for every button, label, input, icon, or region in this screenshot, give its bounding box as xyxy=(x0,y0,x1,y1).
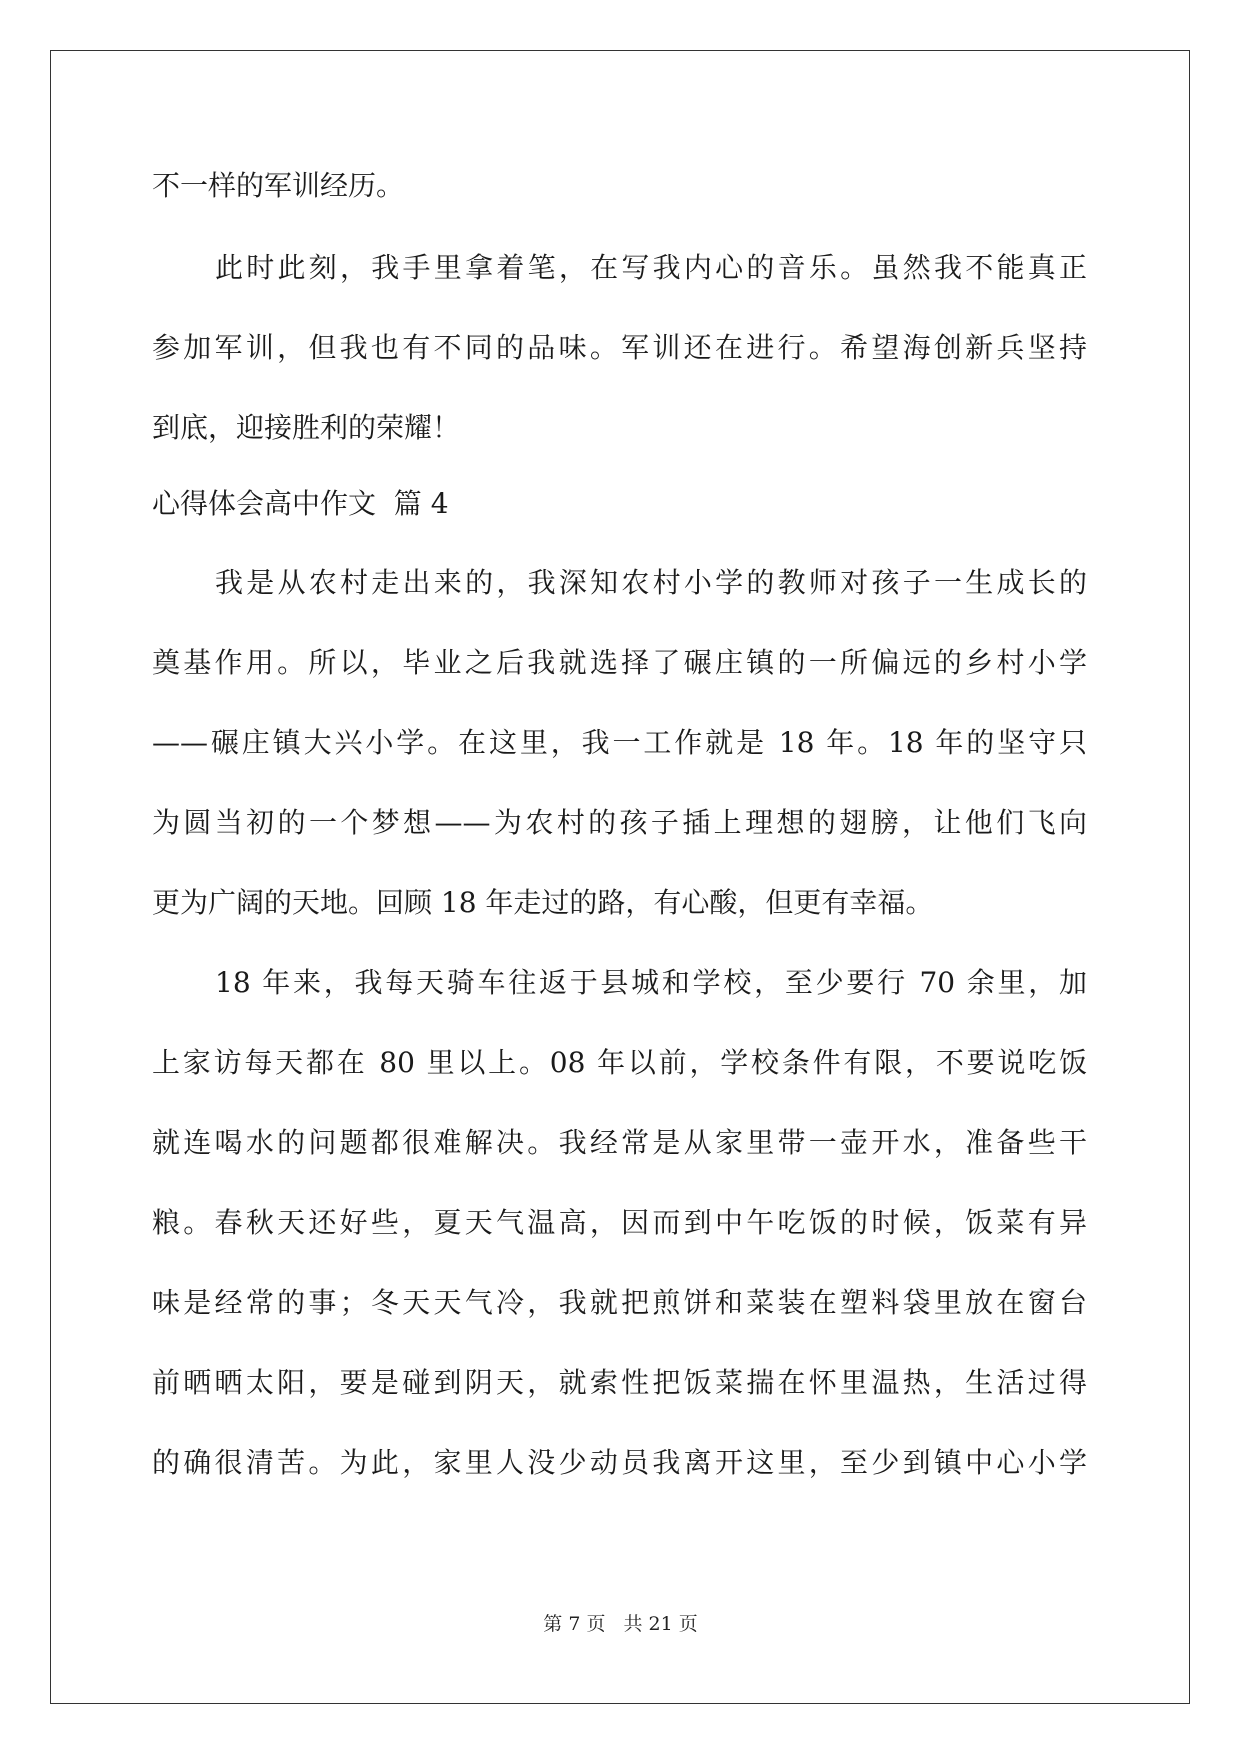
text-line: 更为广阔的天地。回顾 18 年走过的路，有心酸，但更有幸福。 xyxy=(152,886,934,919)
text-line: 上家访每天都在 80 里以上。08 年以前，学校条件有限，不要说吃饭 xyxy=(152,1046,1087,1079)
text-line: ——碾庄镇大兴小学。在这里，我一工作就是 18 年。18 年的坚守只 xyxy=(152,726,1087,759)
page-footer xyxy=(0,1612,1241,1636)
text-line: 前晒晒太阳，要是碰到阴天，就索性把饭菜揣在怀里温热，生活过得 xyxy=(152,1366,1087,1399)
text-line: 到底，迎接胜利的荣耀！ xyxy=(152,411,461,444)
text-line: 参加军训，但我也有不同的品味。军训还在进行。希望海创新兵坚持 xyxy=(152,331,1087,364)
paragraph-first-line: 18 年来，我每天骑车往返于县城和学校，至少要行 70 余里，加 xyxy=(215,966,1087,999)
text-line: 就连喝水的问题都很难解决。我经常是从家里带一壶开水，准备些干 xyxy=(152,1126,1087,1159)
text-line: 奠基作用。所以，毕业之后我就选择了碾庄镇的一所偏远的乡村小学 xyxy=(152,646,1087,679)
page-total: 共 21 页 xyxy=(623,1613,698,1635)
page-number: 第 7 页 xyxy=(543,1613,606,1635)
text-line: 味是经常的事；冬天天气冷，我就把煎饼和菜装在塑料袋里放在窗台 xyxy=(152,1286,1087,1319)
text-line: 为圆当初的一个梦想——为农村的孩子插上理想的翅膀，让他们飞向 xyxy=(152,806,1087,839)
paragraph-first-line: 此时此刻，我手里拿着笔，在写我内心的音乐。虽然我不能真正 xyxy=(215,251,1087,284)
paragraph-first-line: 我是从农村走出来的，我深知农村小学的教师对孩子一生成长的 xyxy=(215,566,1087,599)
section-heading: 心得体会高中作文 篇 4 xyxy=(152,487,449,520)
text-line: 的确很清苦。为此，家里人没少动员我离开这里，至少到镇中心小学 xyxy=(152,1446,1087,1479)
text-line: 粮。春秋天还好些，夏天气温高，因而到中午吃饭的时候，饭菜有异 xyxy=(152,1206,1087,1239)
text-line: 不一样的军训经历。 xyxy=(152,169,405,202)
